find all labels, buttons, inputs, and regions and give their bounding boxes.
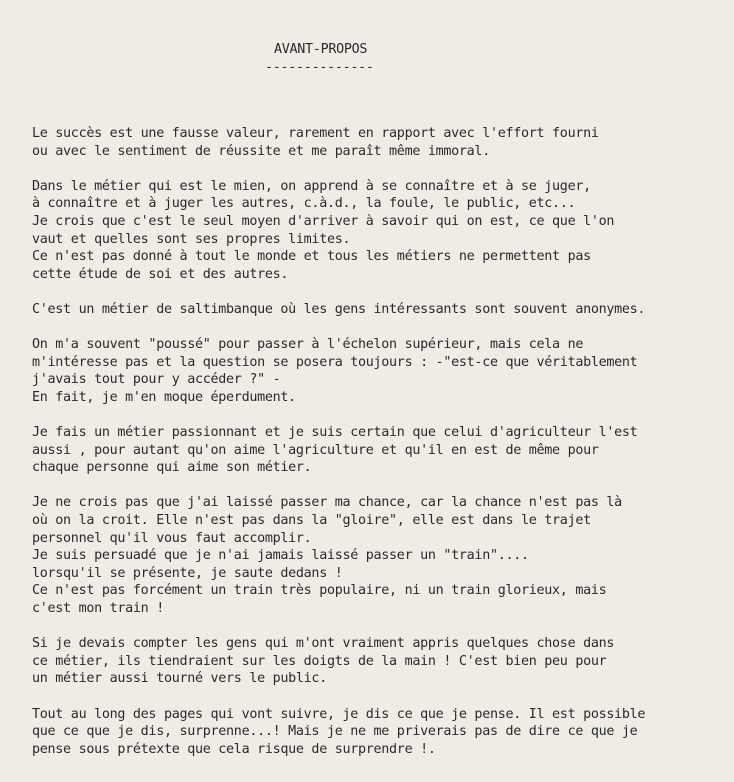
text-line: Si je devais compter les gens qui m'ont vraiment appris quelques chose dans xyxy=(32,636,615,652)
text-line: pense sous prétexte que cela risque de surprendre !. xyxy=(32,741,436,757)
text-line: chaque personne qui aime son métier. xyxy=(32,460,312,476)
text-line: personnel qu'il vous faut accomplir. xyxy=(32,530,312,546)
text-line: c'est mon train ! xyxy=(32,601,164,617)
text-line: où on la croit. Elle n'est pas dans la "gloire", elle est dans le trajet xyxy=(32,513,591,529)
text-line: cette étude de soi et des autres. xyxy=(32,266,289,282)
text-line: Je ne crois pas que j'ai laissé passer ma chance, car la chance n'est pas là xyxy=(32,495,622,511)
text-line: j'avais tout pour y accéder ?" - xyxy=(32,372,281,388)
paragraph xyxy=(32,424,722,477)
paragraph xyxy=(32,336,722,406)
paragraph xyxy=(32,706,722,759)
text-line: ce métier, ils tiendraient sur les doigts de la main ! C'est bien peu pour xyxy=(32,653,607,669)
document-body xyxy=(32,125,722,776)
text-line: un métier aussi tourné vers le public. xyxy=(32,671,327,687)
text-line: vaut et quelles sont ses propres limites. xyxy=(32,231,351,247)
text-line: Je fais un métier passionnant et je suis certain que celui d'agriculteur l'est xyxy=(32,425,638,441)
text-line: lorsqu'il se présente, je saute dedans ! xyxy=(32,565,343,581)
text-line: En fait, je m'en moque éperdument. xyxy=(32,389,296,405)
paragraph xyxy=(32,125,722,160)
text-line: aussi , pour autant qu'on aime l'agriculture et qu'il en est de même pour xyxy=(32,442,599,458)
text-line: C'est un métier de saltimbanque où les gens intéressants sont souvent anonymes. xyxy=(32,301,646,317)
text-line: à connaître et à juger les autres, c.à.d., la foule, le public, etc... xyxy=(32,196,576,212)
text-line: Le succès est une fausse valeur, rarement en rapport avec l'effort fourni xyxy=(32,126,599,141)
text-line: ou avec le sentiment de réussite et me paraît même immoral. xyxy=(32,143,490,159)
text-line: Je crois que c'est le seul moyen d'arriver à savoir qui on est, ce que l'on xyxy=(32,213,615,229)
text-line: Tout au long des pages qui vont suivre, je dis ce que je pense. Il est possible xyxy=(32,706,646,722)
text-line: On m'a souvent "poussé" pour passer à l'échelon supérieur, mais cela ne xyxy=(32,337,584,353)
page-title: AVANT-PROPOS xyxy=(274,42,368,57)
text-line: Dans le métier qui est le mien, on apprend à se connaître et à se juger, xyxy=(32,178,591,194)
text-line: Ce n'est pas forcément un train très populaire, ni un train glorieux, mais xyxy=(32,583,607,599)
paragraph xyxy=(32,494,722,617)
paragraph xyxy=(32,301,722,319)
text-line: Je suis persuadé que je n'ai jamais laissé passer un "train".... xyxy=(32,548,529,564)
paragraph xyxy=(32,635,722,688)
title-underline: -------------- xyxy=(265,60,374,75)
text-line: Ce n'est pas donné à tout le monde et tous les métiers ne permettent pas xyxy=(32,249,591,265)
text-line: que ce que je dis, surprenne...! Mais je ne me priverais pas de dire ce que je xyxy=(32,724,638,740)
paragraph xyxy=(32,178,722,284)
text-line: m'intéresse pas et la question se posera toujours : -"est-ce que véritablement xyxy=(32,354,638,370)
